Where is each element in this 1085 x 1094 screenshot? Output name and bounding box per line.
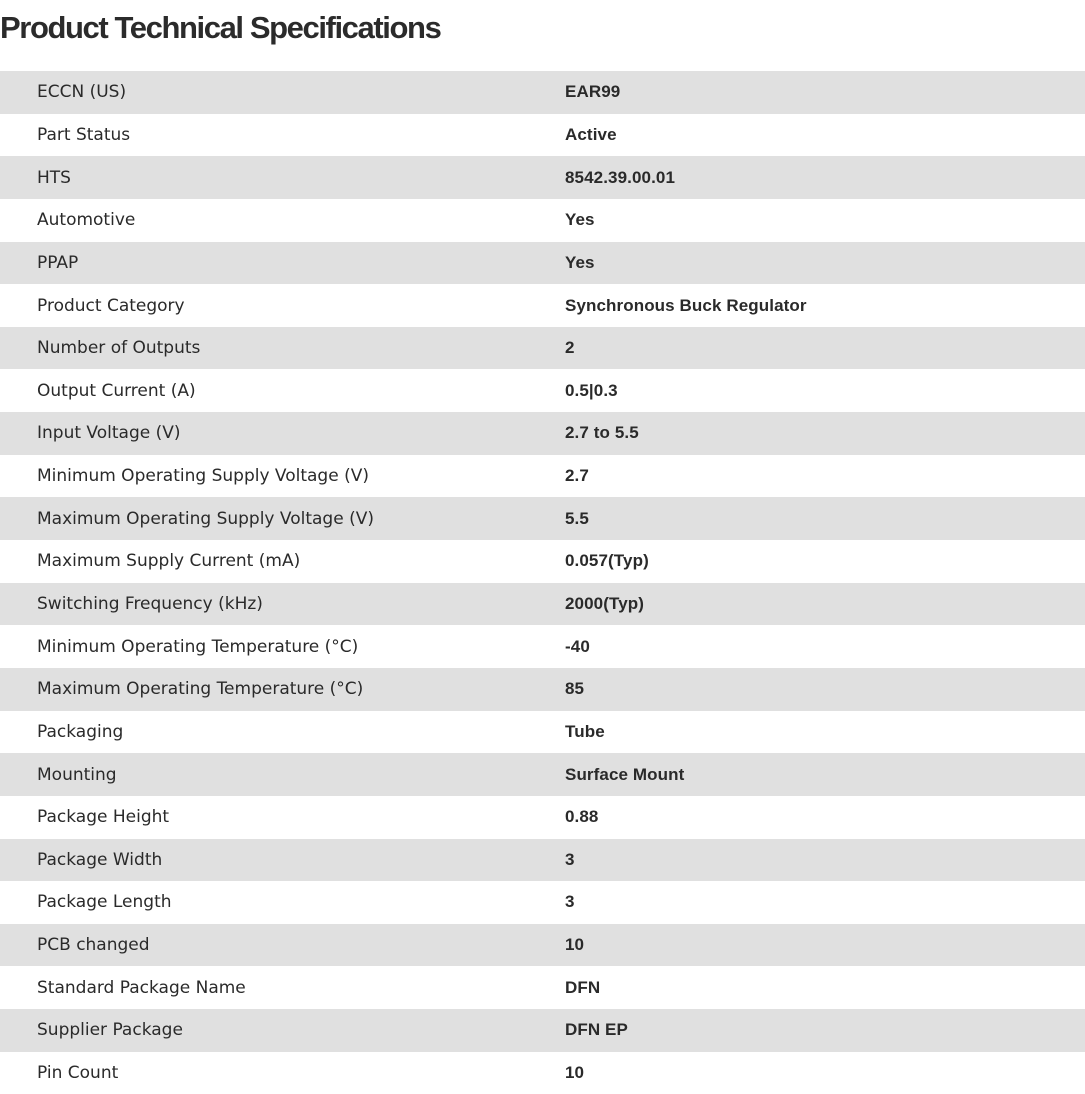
spec-label: Output Current (A) <box>37 380 196 401</box>
spec-table <box>0 71 1085 1094</box>
spec-row <box>0 881 1085 924</box>
spec-label: Minimum Operating Temperature (°C) <box>37 636 359 657</box>
spec-label: Maximum Supply Current (mA) <box>37 551 301 572</box>
spec-row <box>0 583 1085 626</box>
spec-value: 3 <box>565 892 575 912</box>
spec-value: 0.5|0.3 <box>565 380 618 400</box>
spec-label: PPAP <box>37 252 79 273</box>
spec-row <box>0 412 1085 455</box>
spec-label: Maximum Operating Supply Voltage (V) <box>37 508 374 529</box>
spec-row <box>0 369 1085 412</box>
spec-table-body <box>0 71 1085 1094</box>
page-title: Product Technical Specifications <box>0 10 441 45</box>
spec-value: EAR99 <box>565 82 621 102</box>
spec-label: Package Height <box>37 807 170 828</box>
spec-row <box>0 711 1085 754</box>
spec-value: 2.7 <box>565 466 589 486</box>
spec-row <box>0 199 1085 242</box>
spec-label: Pin Count <box>37 1063 119 1084</box>
spec-row <box>0 796 1085 839</box>
spec-value: Surface Mount <box>565 764 685 784</box>
spec-row <box>0 327 1085 370</box>
spec-label: ECCN (US) <box>37 82 127 103</box>
spec-value: 2 <box>565 338 575 358</box>
spec-value: 0.88 <box>565 807 599 827</box>
spec-row <box>0 668 1085 711</box>
spec-value: 5.5 <box>565 508 589 528</box>
spec-row <box>0 242 1085 285</box>
spec-row <box>0 455 1085 498</box>
spec-value: 10 <box>565 1063 585 1083</box>
spec-label: Standard Package Name <box>37 977 246 998</box>
spec-row <box>0 625 1085 668</box>
spec-row <box>0 540 1085 583</box>
spec-row <box>0 839 1085 882</box>
spec-row <box>0 284 1085 327</box>
spec-label: Supplier Package <box>37 1020 183 1041</box>
spec-label: Input Voltage (V) <box>37 423 181 444</box>
spec-value: 2000(Typ) <box>565 594 645 613</box>
spec-row <box>0 753 1085 796</box>
spec-label: Switching Frequency (kHz) <box>37 594 263 614</box>
spec-value: Tube <box>565 721 605 741</box>
spec-label: Packaging <box>37 721 124 742</box>
spec-row <box>0 156 1085 199</box>
spec-label: Automotive <box>37 210 136 231</box>
spec-label: PCB changed <box>37 935 150 956</box>
spec-value: -40 <box>565 636 590 656</box>
spec-value: DFN <box>565 977 601 997</box>
spec-label: Product Category <box>37 295 185 316</box>
spec-label: Number of Outputs <box>37 338 201 359</box>
spec-label: Package Width <box>37 849 163 870</box>
spec-value: Active <box>565 124 617 144</box>
spec-label: HTS <box>37 167 71 188</box>
spec-value: 3 <box>565 849 575 869</box>
spec-row <box>0 924 1085 967</box>
spec-label: Minimum Operating Supply Voltage (V) <box>37 466 369 487</box>
spec-value: 2.7 to 5.5 <box>565 423 639 443</box>
spec-value: Yes <box>565 210 595 230</box>
spec-row <box>0 114 1085 157</box>
spec-value: 0.057(Typ) <box>565 551 649 571</box>
spec-label: Mounting <box>37 764 117 785</box>
spec-label: Part Status <box>37 124 131 145</box>
spec-value: 85 <box>565 679 585 699</box>
spec-value: 8542.39.00.01 <box>565 167 676 187</box>
spec-value: Yes <box>565 252 595 272</box>
spec-value: Synchronous Buck Regulator <box>565 295 807 315</box>
spec-row <box>0 966 1085 1009</box>
spec-row <box>0 497 1085 540</box>
spec-value: DFN EP <box>565 1020 628 1040</box>
spec-label: Maximum Operating Temperature (°C) <box>37 679 364 700</box>
spec-row <box>0 1052 1085 1094</box>
spec-row <box>0 1009 1085 1052</box>
spec-label: Package Length <box>37 892 172 913</box>
spec-value: 10 <box>565 935 585 955</box>
spec-row <box>0 71 1085 114</box>
